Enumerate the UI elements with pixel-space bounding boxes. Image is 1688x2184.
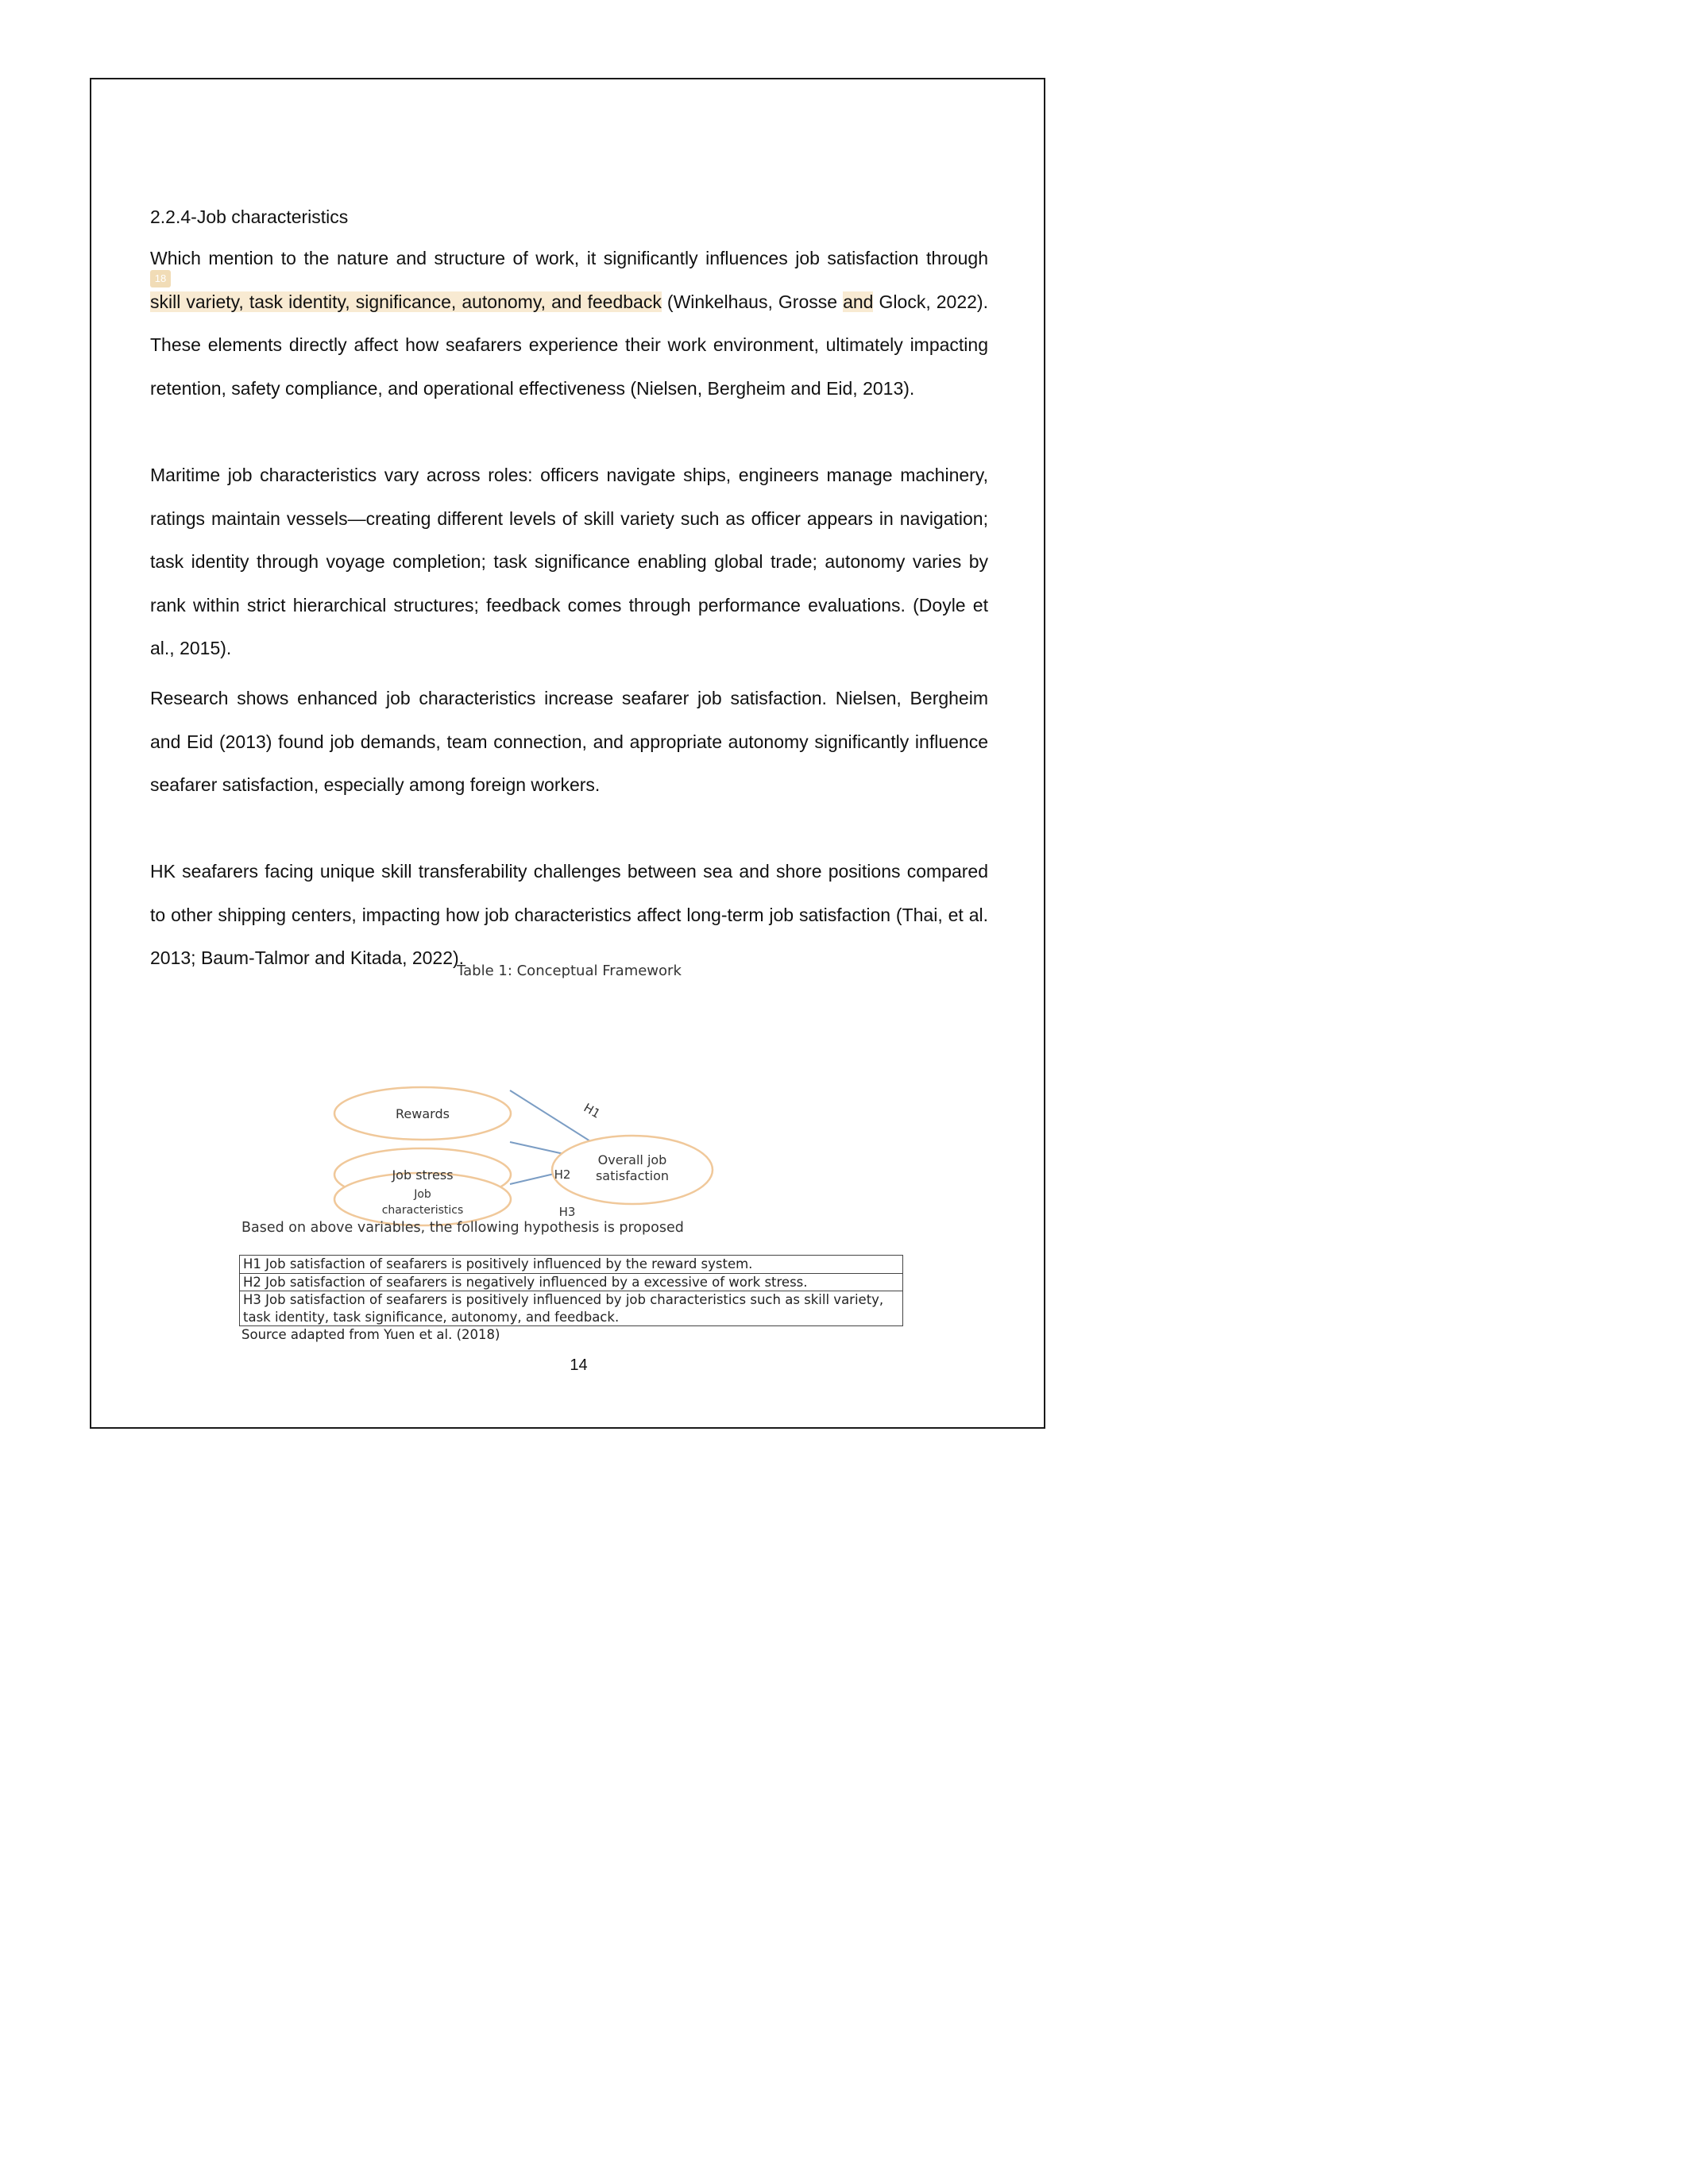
paragraph-maritime-roles: Maritime job characteristics vary across roles: officers navigate ships, engineers manage machinery, ratings maintain vessels—creating different levels of skill variety such as officer appears in navigation; task identity through voyage completion; task significance enabling global trade; autonomy varies by rank within strict hierarchical structures; feedback comes through performance evaluations. (Doyle et al., 2015). [150, 465, 988, 658]
hypothesis-table [239, 1255, 903, 1326]
paragraph1-tail: Glock, 2022). These elements directly affect how seafarers experience their work environment, ultimately impacting retention, safety compliance, and operational effectiveness (Nielsen, Bergheim and Eid, 2013). [150, 291, 988, 399]
label-h3: H3 [558, 1205, 576, 1219]
section-heading: 2.2.4-Job characteristics [150, 206, 349, 227]
table-row [240, 1291, 903, 1326]
document-page [90, 78, 1045, 1429]
highlighted-text[interactable]: skill variety, task identity, significance, autonomy, and feedback [150, 291, 662, 312]
hypothesis-h1: H1 Job satisfaction of seafarers is positively influenced by the reward system. [240, 1256, 903, 1274]
paragraph-research: Research shows enhanced job characteristics increase seafarer job satisfaction. Nielsen, Bergheim and Eid (2013) found job demands, team connection, and appropriate autonomy significantly influence seafarer satisfaction, especially among foreign workers. [150, 688, 988, 795]
label-job-char-1: Job [414, 1188, 431, 1201]
hypothesis-h2: H2 Job satisfaction of seafarers is negatively influenced by a excessive of work stress. [240, 1273, 903, 1291]
table-row [240, 1273, 903, 1291]
figure-title [91, 963, 1047, 979]
label-outcome-1: Overall job [597, 1152, 667, 1167]
paragraph1-lead: Which mention to the nature and structure of work, it significantly influences job satisfaction through [150, 248, 988, 268]
label-job-stress: Job stress [392, 1167, 454, 1183]
highlighted-word[interactable]: and [843, 291, 874, 312]
hypothesis-intro: Based on above variables, the following hypothesis is proposed [241, 1220, 684, 1236]
label-rewards: Rewards [396, 1106, 450, 1121]
label-h2: H2 [554, 1167, 571, 1182]
figure-title-text: Table 1: Conceptual Framework [457, 963, 682, 979]
source-note: Source adapted from Yuen et al. (2018) [241, 1327, 500, 1342]
paragraph-job-characteristics [150, 237, 988, 410]
page-number-text: 14 [570, 1356, 588, 1374]
paragraph1-mid: (Winkelhaus, Grosse [661, 291, 844, 312]
hypothesis-h3: H3 Job satisfaction of seafarers is positively influenced by job characteristics such as skill variety, task identity, task significance, autonomy, and feedback. [240, 1291, 903, 1326]
conceptual-framework-diagram [234, 993, 870, 1219]
page-number [91, 1356, 1047, 1375]
label-outcome-2: satisfaction [595, 1168, 670, 1183]
label-job-char-2: characteristics [381, 1204, 464, 1217]
paragraph-hk-seafarers: HK seafarers facing unique skill transferability challenges between sea and shore positions compared to other shipping centers, impacting how job characteristics affect long-term job satisfaction (Thai, et al. 2013; Baum-Talmor and Kitada, 2022). [150, 861, 988, 968]
table-row [240, 1256, 903, 1274]
comment-marker[interactable]: 18 [150, 270, 171, 287]
label-h1: H1 [581, 1100, 603, 1121]
